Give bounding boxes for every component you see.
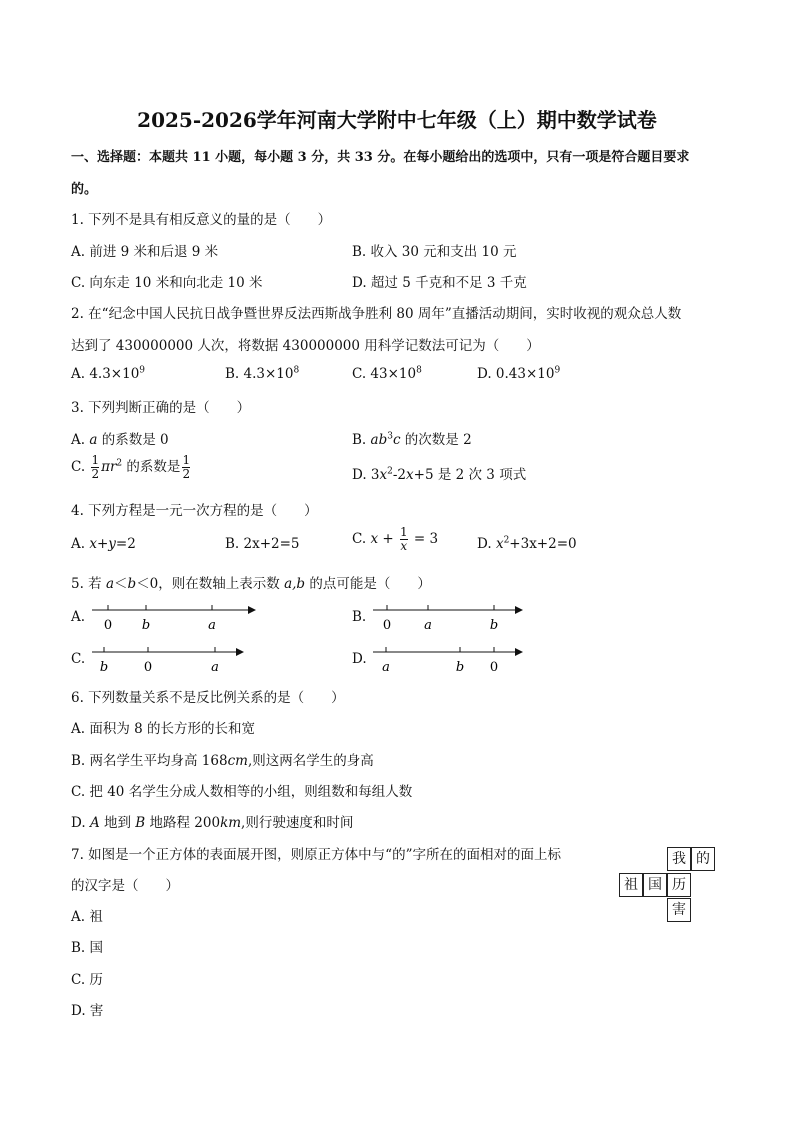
q5-number-line-b [369, 598, 529, 634]
q7-option-b: B. 国 [71, 940, 104, 956]
tick-label: b [455, 660, 465, 675]
net-cell-guo: 国 [643, 873, 667, 897]
q6-option-b: B. 两名学生平均身高 168cm,则这两名学生的身高 [71, 753, 374, 769]
q4-option-b: B. 2x+2=5 [225, 536, 300, 552]
tick-label: a [208, 618, 216, 633]
q3-option-d: D. $3x^2-2x+5$ 是 2 次 3 项式 [352, 466, 527, 483]
section-heading: 一、选择题：本题共 11 小题，每小题 3 分，共 33 分。在每小题给出的选项中，只有一项是符合题目要求 [71, 150, 690, 165]
tick-label: b [99, 660, 109, 675]
tick-label: 0 [143, 660, 153, 675]
net-cell-zu: 祖 [619, 873, 643, 897]
q2-stem-line1: 2. 在“纪念中国人民抗日战争暨世界反法西斯战争胜利 80 周年”直播活动期间，实时收视的观众总人数 [71, 306, 682, 322]
q6-option-c: C. 把 40 名学生分成人数相等的小组，则组数和每组人数 [71, 784, 413, 800]
q6-option-a: A. 面积为 8 的长方形的长和宽 [71, 721, 256, 737]
q1-option-b: B. 收入 30 元和支出 10 元 [352, 244, 517, 260]
net-cell-de: 的 [691, 847, 715, 871]
q5-number-line-c [88, 640, 248, 676]
q5-number-line-a [88, 598, 258, 634]
q2-option-c: C. $43\times 10^8$ [352, 365, 422, 382]
q7-option-c: C. 历 [71, 972, 103, 988]
q7-stem-line2: 的汉字是（ ） [71, 878, 179, 894]
cube-net-diagram [619, 847, 719, 923]
net-cell-hai: 害 [667, 898, 691, 922]
q1-option-d: D. 超过 5 千克和不足 3 千克 [352, 275, 527, 291]
page-title: 2025-2026学年河南大学附中七年级（上）期中数学试卷 [137, 108, 657, 132]
q7-stem-line1: 7. 如图是一个正方体的表面展开图，则原正方体中与“的”字所在的面相对的面上标 [71, 847, 561, 863]
q3-stem: 3. 下列判断正确的是（ ） [71, 400, 251, 416]
q5-option-c-label: C. [71, 651, 86, 667]
q5-stem: 5. 若 a＜b＜0，则在数轴上表示数 a,b 的点可能是（ ） [71, 576, 431, 592]
q3-option-c: C. $\frac{1}{2}$ $\pi r^2$ 的系数是 $\frac{1}{2}$ [71, 453, 191, 482]
tick-label: a [382, 660, 390, 675]
q3-option-b: B. $ab^3c$ 的次数是 2 [352, 431, 472, 448]
q4-option-a: A. x+y=2 [71, 536, 136, 552]
q5-number-line-d [369, 640, 529, 676]
q2-option-a: A. $4.3\times 10^9$ [71, 365, 146, 382]
q3-option-a: A. a 的系数是 0 [71, 432, 169, 448]
q2-stem-line2: 达到了 430000000 人次，将数据 430000000 用科学记数法可记为（ ） [71, 338, 540, 354]
tick-label: 0 [489, 660, 499, 675]
tick-label: 0 [103, 618, 113, 633]
fraction: $\frac{1}{2}$ [91, 453, 100, 482]
tick-label: 0 [382, 618, 392, 633]
q5-option-b-label: B. [352, 609, 367, 625]
net-cell-li: 历 [667, 873, 691, 897]
tick-label: b [141, 618, 151, 633]
q2-option-d: D. $0.43\times 10^9$ [477, 365, 561, 382]
q2-option-b: B. $4.3\times 10^8$ [225, 365, 300, 382]
q1-option-a: A. 前进 9 米和后退 9 米 [71, 244, 219, 260]
q4-stem: 4. 下列方程是一元一次方程的是（ ） [71, 503, 318, 519]
q6-option-d: D. A 地到 B 地路程 200km,则行驶速度和时间 [71, 815, 354, 831]
tick-label: a [424, 618, 432, 633]
q7-option-a: A. 祖 [71, 909, 103, 925]
fraction: $\frac{1}{x}$ [399, 525, 408, 554]
q7-option-d: D. 害 [71, 1003, 104, 1019]
fraction: $\frac{1}{2}$ [182, 453, 191, 482]
tick-label: a [211, 660, 219, 675]
q4-option-c: C. x + $\frac{1}{x}$ = 3 [352, 525, 439, 554]
q1-stem: 1. 下列不是具有相反意义的量的是（ ） [71, 212, 332, 228]
q4-option-d: D. $x^2+3x+2=0$ [477, 535, 577, 552]
section-heading-cont: 的。 [71, 182, 98, 197]
q5-option-a-label: A. [71, 609, 86, 625]
tick-label: b [489, 618, 499, 633]
net-cell-wo: 我 [667, 847, 691, 871]
q6-stem: 6. 下列数量关系不是反比例关系的是（ ） [71, 690, 345, 706]
q1-option-c: C. 向东走 10 米和向北走 10 米 [71, 275, 263, 291]
q5-option-d-label: D. [352, 651, 367, 667]
